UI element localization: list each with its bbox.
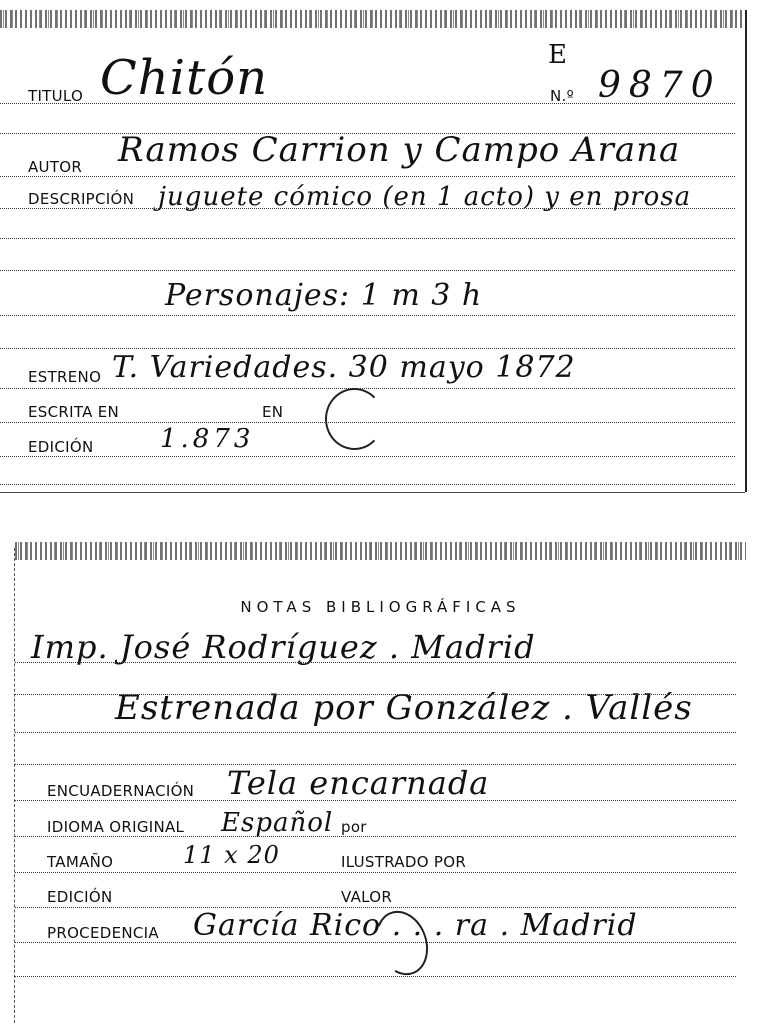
idioma-original-label: IDIOMA ORIGINAL xyxy=(47,818,185,836)
edicion-label: EDICIÓN xyxy=(47,888,113,906)
autor-label: AUTOR xyxy=(28,158,83,176)
estreno-label: ESTRENO xyxy=(28,368,102,386)
rule xyxy=(0,456,735,457)
rule xyxy=(15,942,736,943)
rule xyxy=(0,348,735,349)
rule xyxy=(0,422,735,423)
rule xyxy=(0,238,735,239)
descripcion-value: juguete cómico (en 1 acto) y en prosa xyxy=(158,182,692,212)
encuadernacion-value: Tela encarnada xyxy=(227,764,490,802)
note-line-2: Estrenada por González . Vallés xyxy=(115,688,693,728)
autor-value: Ramos Carrion y Campo Arana xyxy=(118,130,681,170)
rule xyxy=(0,176,735,177)
rule xyxy=(0,208,735,209)
rule xyxy=(15,694,736,695)
scan-noise-top xyxy=(15,542,746,560)
ilustrado-por-label: ILUSTRADO POR xyxy=(341,853,467,871)
titulo-value: Chitón xyxy=(100,50,269,106)
scan-noise-top xyxy=(0,10,745,28)
notas-bibliograficas-title: NOTAS BIBLIOGRÁFICAS xyxy=(240,598,521,616)
rule xyxy=(15,976,736,977)
procedencia-value: García Rico . . . ra . Madrid xyxy=(193,908,638,943)
titulo-label: TITULO xyxy=(28,87,84,105)
escrita-en-label: ESCRITA EN xyxy=(28,403,120,421)
rule xyxy=(15,662,736,663)
catalog-card-front xyxy=(0,10,747,492)
edicion-label: EDICIÓN xyxy=(28,438,94,456)
numero-letter: E xyxy=(548,40,568,70)
rule xyxy=(0,484,735,485)
en-label: EN xyxy=(262,403,284,421)
stamp-mark xyxy=(325,388,384,450)
tamano-label: TAMAÑO xyxy=(47,853,114,871)
rule xyxy=(0,270,735,271)
idioma-original-value: Español xyxy=(221,808,334,838)
encuadernacion-label: ENCUADERNACIÓN xyxy=(47,782,195,800)
rule xyxy=(15,800,736,801)
rule xyxy=(0,103,735,104)
rule xyxy=(15,872,736,873)
estreno-value: T. Variedades. 30 mayo 1872 xyxy=(112,350,576,385)
valor-label: VALOR xyxy=(341,888,393,906)
rule xyxy=(0,388,735,389)
note-line-1: Imp. José Rodríguez . Madrid xyxy=(31,628,536,666)
numero-value: 9870 xyxy=(598,65,722,106)
tamano-value: 11 x 20 xyxy=(183,841,280,869)
catalog-card-back xyxy=(14,548,746,1023)
descripcion-label: DESCRIPCIÓN xyxy=(28,190,135,208)
rule xyxy=(15,836,736,837)
card-separator xyxy=(0,492,745,493)
edicion-value: 1.873 xyxy=(160,424,255,454)
numero-label: N.º xyxy=(550,87,574,105)
rule xyxy=(15,732,736,733)
procedencia-label: PROCEDENCIA xyxy=(47,924,159,942)
por-label: por xyxy=(341,818,367,836)
rule xyxy=(0,315,735,316)
personajes-value: Personajes: 1 m 3 h xyxy=(165,278,483,313)
